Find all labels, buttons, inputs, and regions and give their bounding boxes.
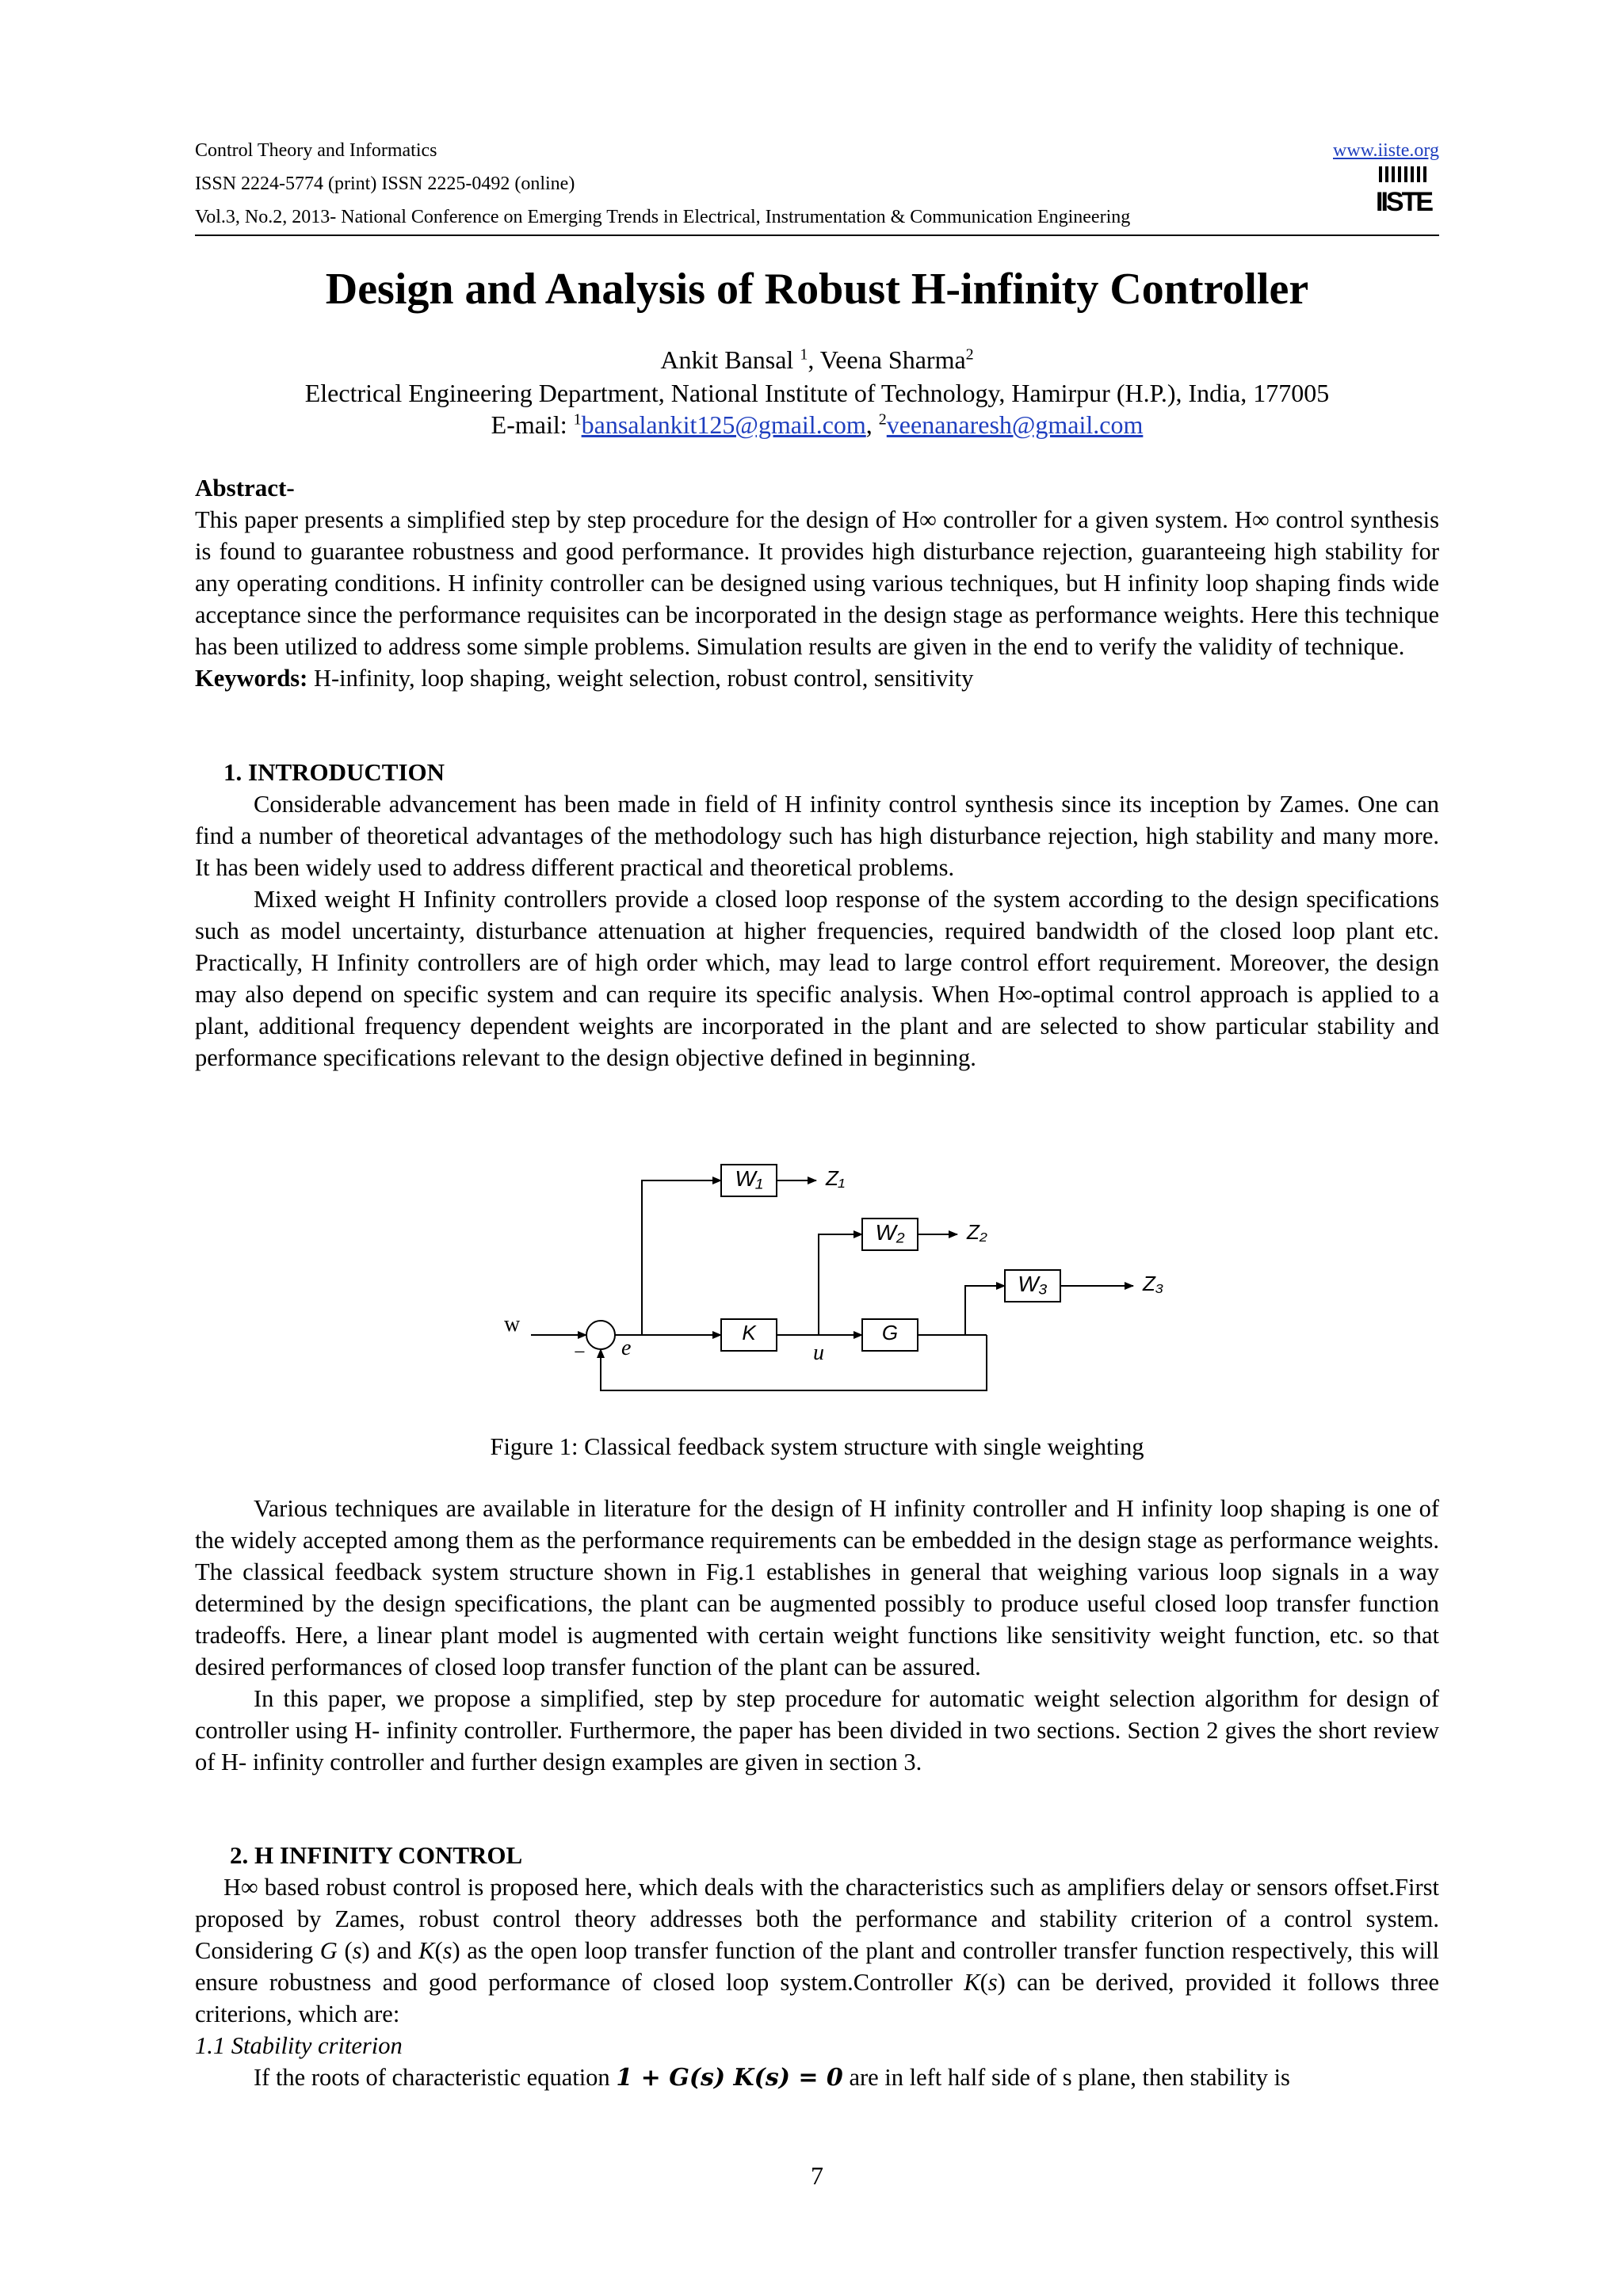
symbol-s-1: s bbox=[352, 1937, 362, 1964]
abstract-block bbox=[195, 472, 1439, 694]
header-rule bbox=[195, 235, 1439, 236]
section-1-paragraph-3: Various techniques are available in literature for the design of H infinity controller and H infinity loop shaping is one of the widely accepted among them as the performance requirements can be embedded in the design stage as performance weights. The classical feedback system structure shown in Fig.1 establishes in general that weighing various loop signals in a way determined by the design specifications, the plant can be augmented possibly to produce useful closed loop transfer function tradeoffs. Here, a linear plant model is augmented with certain weight functions like sensitivity weight function, etc. so that desired performances of closed loop transfer function of the plant can be assured. bbox=[195, 1495, 1439, 1680]
section-2 bbox=[195, 1840, 1439, 2094]
journal-name: Control Theory and Informatics bbox=[195, 140, 437, 161]
symbol-s-3: s bbox=[987, 1969, 998, 1996]
label-u: u bbox=[813, 1341, 824, 1365]
email-line bbox=[195, 409, 1439, 441]
author-1-mark: 1 bbox=[800, 345, 808, 364]
section-1-paragraph-2: Mixed weight H Infinity controllers provide a closed loop response of the system according to the design specifications such as model uncertainty, disturbance attenuation at higher frequencies, required bandwidth of the closed loop plant etc. Practically, H Infinity controllers are of high order which, may lead to large control effort requirement. Moreover, the design may also depend on specific system and can require its specific analysis. When H∞-optimal control approach is applied to a plant, additional frequency dependent weights are incorporated in the plant and are selected to show particular stability and performance specifications relevant to the design objective defined in beginning. bbox=[195, 886, 1439, 1071]
characteristic-equation: 1 + G(s) K(s) = 0 bbox=[616, 2064, 843, 2092]
symbol-k: K bbox=[418, 1937, 435, 1964]
s2p1-text-b: as the open loop transfer function of the plant and controller transfer function respectively, this will ensure robustness and good performance of closed loop system.Controller bbox=[195, 1937, 1440, 1996]
abstract-heading: Abstract- bbox=[195, 474, 295, 502]
figure-caption: Figure 1: Classical feedback system structure with single weighting bbox=[490, 1433, 1144, 1460]
block-diagram-svg bbox=[507, 1157, 1220, 1410]
iiste-logo-text: IISTE bbox=[1376, 187, 1432, 217]
label-w-input: w bbox=[504, 1312, 521, 1337]
iiste-logo bbox=[1376, 165, 1433, 225]
s2p2-text-a: If the roots of characteristic equation bbox=[254, 2064, 617, 2091]
label-w2: W₂ bbox=[875, 1220, 905, 1245]
s2p2-text-b: are in left half side of s plane, then stability is bbox=[842, 2064, 1290, 2091]
label-z1: Z₁ bbox=[826, 1166, 846, 1190]
paper-title: Design and Analysis of Robust H-infinity Controller bbox=[325, 265, 1309, 314]
symbol-g: G bbox=[319, 1937, 338, 1964]
email-1-mark: 1 bbox=[573, 410, 582, 429]
section-2-paragraph-1: H∞ based robust control is proposed here, which deals with the characteristics such as amplifiers delay or sensors offset.First proposed by Zames, robust control theory addresses both the performance and stability criterion of a control system. Considering G (s) and K(s) as the open loop transfer function of the plant and controller transfer function respectively, this will ensure robustness and good performance of closed loop system.Controller K(s) can be derived, provided it follows three criterions, which are: bbox=[195, 1874, 1440, 2027]
keywords-text: H-infinity, loop shaping, weight selection, robust control, sensitivity bbox=[307, 665, 974, 692]
label-w3: W₃ bbox=[1018, 1272, 1048, 1296]
stability-subheading: 1.1 Stability criterion bbox=[195, 2032, 403, 2059]
section-2-paragraph-2 bbox=[195, 2061, 1439, 2094]
section-1 bbox=[195, 757, 1439, 1074]
page-number: 7 bbox=[811, 2161, 823, 2190]
author-2-mark: 2 bbox=[965, 345, 974, 364]
affiliation: Electrical Engineering Department, National Institute of Technology, Hamirpur (H.P.), India, 177005 bbox=[304, 379, 1330, 407]
email-2-link[interactable]: veenanaresh@gmail.com bbox=[886, 410, 1144, 439]
s2p1-text-c: can be derived, provided it follows three criterions, which are: bbox=[195, 1969, 1439, 2027]
email-2-mark: 2 bbox=[878, 410, 887, 429]
branch-to-w2 bbox=[819, 1234, 862, 1335]
abstract-text: This paper presents a simplified step by step procedure for the design of H∞ controller for a given system. H∞ control synthesis is found to guarantee robustness and good performance. It provides high disturbance rejection, guaranteeing high stability for any operating conditions. H infinity controller can be designed using various techniques, but H infinity loop shaping finds wide acceptance since the performance requisites can be incorporated in the design stage as performance weights. Here this technique has been utilized to address some simple problems. Simulation results are given in the end to verify the validity of technique. bbox=[195, 506, 1439, 660]
s2p1-text-a: H∞ based robust control is proposed here, which deals with the characteristics such as amplifiers delay or sensors offset.First proposed by Zames, robust control theory addresses both the performance and stability criterion of a control system. Considering bbox=[195, 1874, 1439, 1964]
journal-url-link[interactable]: www.iiste.org bbox=[1333, 140, 1439, 161]
section-1-heading: 1. INTRODUCTION bbox=[223, 758, 445, 786]
branch-to-w1 bbox=[642, 1180, 721, 1335]
keywords-label: Keywords: bbox=[195, 665, 308, 692]
symbol-k-2: K bbox=[964, 1969, 980, 1996]
label-g: G bbox=[881, 1321, 899, 1344]
label-z3: Z₃ bbox=[1143, 1272, 1164, 1295]
author-2: , Veena Sharma bbox=[808, 345, 966, 374]
keywords-line bbox=[195, 662, 1439, 694]
label-z2: Z₂ bbox=[967, 1220, 987, 1244]
symbol-s-2: s bbox=[442, 1937, 453, 1964]
section-1-paragraph-1: Considerable advancement has been made in field of H infinity control synthesis since its inception by Zames. One can find a number of theoretical advantages of the methodology such has high disturbance rejection, high stability and many more. It has been widely used to address different practical and theoretical problems. bbox=[195, 791, 1439, 881]
email-separator: , bbox=[865, 410, 879, 439]
branch-to-w3 bbox=[965, 1286, 1005, 1335]
volume-line: Vol.3, No.2, 2013- National Conference on Emerging Trends in Electrical, Instrumentation & Communication Engineering bbox=[195, 207, 1131, 227]
email-1-link[interactable]: bansalankit125@gmail.com bbox=[581, 410, 866, 439]
email-prefix: E-mail: bbox=[491, 410, 574, 439]
block-diagram bbox=[504, 1157, 1220, 1410]
label-w1: W₁ bbox=[735, 1166, 763, 1191]
section-1-paragraph-4: In this paper, we propose a simplified, step by step procedure for automatic weight selection algorithm for design of controller using H- infinity controller. Furthermore, the paper has been divided in two sections. Section 2 gives the short review of H- infinity controller and further design examples are given in section 3. bbox=[195, 1685, 1439, 1775]
author-line bbox=[195, 344, 1439, 376]
issn-line: ISSN 2224-5774 (print) ISSN 2225-0492 (online) bbox=[195, 174, 575, 194]
section-1-continued bbox=[195, 1493, 1439, 1778]
feedback-path bbox=[601, 1335, 987, 1390]
section-2-heading: 2. H INFINITY CONTROL bbox=[230, 1841, 523, 1869]
label-k: K bbox=[742, 1321, 756, 1344]
label-e: e bbox=[621, 1336, 632, 1360]
label-minus: − bbox=[574, 1341, 586, 1363]
author-1: Ankit Bansal bbox=[660, 345, 800, 374]
summing-junction bbox=[586, 1321, 615, 1349]
